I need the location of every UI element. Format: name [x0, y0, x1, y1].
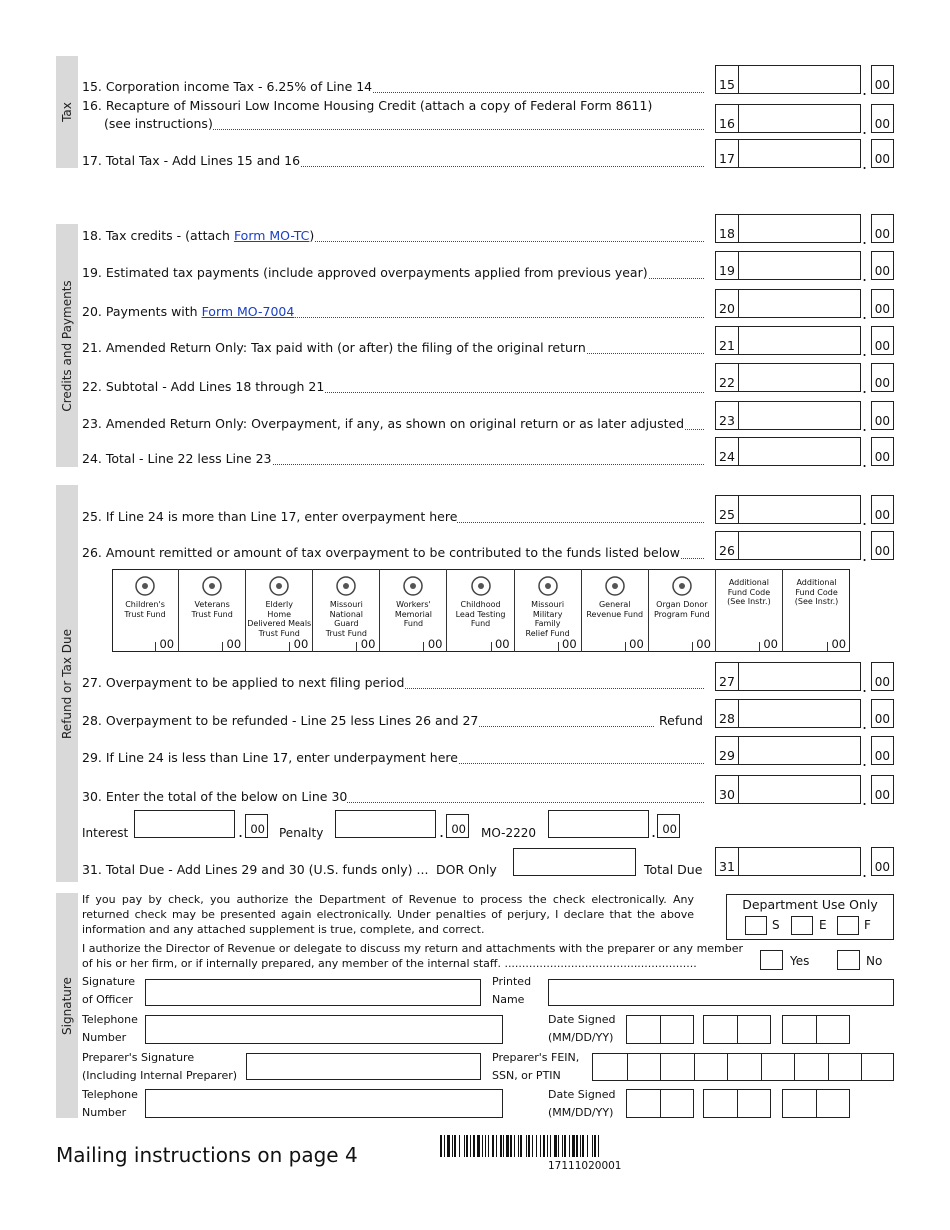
- section-label: Tax: [60, 102, 74, 122]
- fund-cents: 00: [629, 637, 644, 651]
- line-23-cents[interactable]: 00: [871, 401, 894, 430]
- dept-e-label: E: [819, 918, 827, 932]
- line-26-label: 26. Amount remitted or amount of tax overpayment to be contributed to the funds listed below: [82, 545, 681, 560]
- preparer-date-day[interactable]: [703, 1089, 771, 1118]
- section-label: Signature: [60, 976, 74, 1035]
- date-signed-day[interactable]: [703, 1015, 771, 1044]
- soldier-icon: [332, 573, 360, 601]
- fund-cell[interactable]: [246, 569, 313, 652]
- preparer-date-label: Date Signed (MM/DD/YY): [548, 1088, 616, 1119]
- line-21-input[interactable]: 21: [715, 326, 861, 355]
- authorization-statement: I authorize the Director of Revenue or delegate to discuss my return and attachments with the preparer or any member of his or her firm, or if internally prepared, any member of the internal staff. .......................................................: [82, 942, 744, 970]
- section-band-tax: [56, 56, 78, 168]
- dept-f-label: F: [864, 918, 871, 932]
- printed-name-label: Printed Name: [492, 975, 532, 1006]
- no-lead-icon: [467, 573, 495, 601]
- fund-label: Workers' Memorial Fund: [394, 600, 433, 628]
- fund-cell[interactable]: [313, 569, 380, 652]
- fund-cents: 00: [763, 637, 778, 651]
- line-18-input[interactable]: 18: [715, 214, 861, 243]
- fund-cents: 00: [427, 637, 443, 651]
- penalty-cents[interactable]: 00: [446, 814, 469, 838]
- line-16-label-cont: (see instructions): [104, 116, 213, 131]
- donate-life-icon: [668, 573, 696, 601]
- fund-cell[interactable]: [448, 569, 515, 652]
- line-17-cents[interactable]: 00: [871, 139, 894, 168]
- fund-label: Children's Trust Fund: [124, 600, 166, 619]
- preparer-fein-field[interactable]: [592, 1053, 894, 1081]
- mo2220-input[interactable]: [548, 810, 649, 838]
- form-mo-7004-link[interactable]: Form MO-7004: [201, 304, 295, 319]
- line-23-label: 23. Amended Return Only: Overpayment, if any, as shown on original return or as later adjusted: [82, 416, 685, 431]
- yes-label: Yes: [790, 954, 810, 968]
- line-22-cents[interactable]: 00: [871, 363, 894, 392]
- penalty-input[interactable]: [335, 810, 436, 838]
- form-mo-tc-link[interactable]: Form MO-TC: [233, 228, 310, 243]
- fund-cell[interactable]: [380, 569, 447, 652]
- fund-label: Additional Fund Code (See Instr.): [727, 578, 771, 606]
- section-band-refund: [56, 485, 78, 882]
- line-16-label: 16. Recapture of Missouri Low Income Housing Credit (attach a copy of Federal Form 8611): [82, 98, 653, 113]
- line-19-label: 19. Estimated tax payments (include approved overpayments applied from previous year): [82, 265, 648, 280]
- line-28-input[interactable]: 28: [715, 699, 861, 728]
- line-20-label: 20. Payments with Form MO-7004: [82, 304, 295, 319]
- date-signed-label: Date Signed (MM/DD/YY): [548, 1013, 616, 1044]
- fund-label: Elderly Home Delivered Meals Trust Fund: [247, 600, 312, 638]
- line-17-label: 17. Total Tax - Add Lines 15 and 16: [82, 153, 301, 168]
- line-15-label: 15. Corporation income Tax - 6.25% of Line 14: [82, 79, 373, 94]
- dept-s-label: S: [772, 918, 780, 932]
- fund-cell[interactable]: [649, 569, 716, 652]
- line-29-input[interactable]: 29: [715, 736, 861, 765]
- line-20-cents[interactable]: 00: [871, 289, 894, 318]
- telephone-label: Telephone Number: [82, 1013, 138, 1044]
- telephone-field[interactable]: [145, 1015, 503, 1044]
- fund-cents: 00: [360, 637, 376, 651]
- signature-officer-field[interactable]: [145, 979, 481, 1006]
- line-30-label: 30. Enter the total of the below on Line 30: [82, 789, 348, 804]
- penalty-label: Penalty: [279, 826, 324, 840]
- fund-cell[interactable]: [716, 569, 783, 652]
- fund-label: Missouri Military Family Relief Fund: [525, 600, 570, 638]
- signature-officer-label: Signature of Officer: [82, 975, 136, 1006]
- line-28-cents[interactable]: 00: [871, 699, 894, 728]
- line-25-label: 25. If Line 24 is more than Line 17, enter overpayment here: [82, 509, 458, 524]
- preparer-date-month[interactable]: [626, 1089, 694, 1118]
- department-use-box: [726, 894, 894, 940]
- fund-label: Additional Fund Code (See Instr.): [794, 578, 839, 606]
- dor-only-label: DOR Only: [436, 862, 497, 877]
- date-signed-year[interactable]: [782, 1015, 850, 1044]
- line-17-input[interactable]: 17: [715, 139, 861, 168]
- line-19-input[interactable]: 19: [715, 251, 861, 280]
- fund-label: General Revenue Fund: [586, 600, 644, 619]
- preparer-fein-label: Preparer's FEIN, SSN, or PTIN: [492, 1051, 580, 1082]
- section-label: Refund or Tax Due: [60, 628, 74, 739]
- barcode-number: 17111020001: [548, 1160, 622, 1172]
- fund-cell[interactable]: [515, 569, 582, 652]
- printed-name-field[interactable]: [548, 979, 894, 1006]
- line-25-cents[interactable]: 00: [871, 495, 894, 524]
- dog-tags-icon: [534, 573, 562, 601]
- fund-cell[interactable]: [582, 569, 649, 652]
- fund-cell[interactable]: [783, 569, 850, 652]
- section-band-credits: [56, 224, 78, 467]
- preparer-telephone-label: Telephone Number: [82, 1088, 138, 1119]
- dept-f-box: [837, 916, 859, 935]
- barcode: [440, 1135, 728, 1157]
- line-24-label: 24. Total - Line 22 less Line 23: [82, 451, 272, 466]
- preparer-telephone-field[interactable]: [145, 1089, 503, 1118]
- refund-label: Refund: [659, 713, 703, 728]
- line-18-cents[interactable]: 00: [871, 214, 894, 243]
- interest-input[interactable]: [134, 810, 235, 838]
- fund-label: Missouri National Guard Trust Fund: [325, 600, 367, 638]
- fund-cents: 00: [831, 637, 847, 651]
- line-31-label: 31. Total Due - Add Lines 29 and 30 (U.S. funds only) ...: [82, 862, 429, 877]
- fund-label: Veterans Trust Fund: [191, 600, 233, 619]
- workers-icon: [399, 573, 427, 601]
- line-26-cents[interactable]: 00: [871, 531, 894, 560]
- fund-cents: 00: [562, 637, 577, 651]
- line-27-label: 27. Overpayment to be applied to next filing period: [82, 675, 405, 690]
- line-20-input[interactable]: 20: [715, 289, 861, 318]
- line-22-label: 22. Subtotal - Add Lines 18 through 21: [82, 379, 325, 394]
- interest-cents[interactable]: 00: [245, 814, 268, 838]
- handprints-icon: [131, 573, 159, 601]
- yes-checkbox[interactable]: [760, 950, 783, 970]
- line-16-input[interactable]: 16: [715, 104, 861, 133]
- mo2220-cents[interactable]: 00: [657, 814, 680, 838]
- line-26-input[interactable]: 26: [715, 531, 861, 560]
- line-23-input[interactable]: 23: [715, 401, 861, 430]
- fund-label: Childhood Lead Testing Fund: [455, 600, 506, 628]
- interest-label: Interest: [82, 826, 129, 840]
- line-24-input[interactable]: 24: [715, 437, 861, 466]
- line-30-cents[interactable]: 00: [871, 775, 894, 804]
- missouri-map-icon: [601, 573, 629, 601]
- fund-cents: 00: [494, 637, 510, 651]
- eagle-icon: [198, 573, 226, 601]
- fund-cell[interactable]: [179, 569, 246, 652]
- section-band-signature: [56, 893, 78, 1118]
- section-label: Credits and Payments: [60, 279, 74, 412]
- fund-cell[interactable]: [112, 569, 179, 652]
- preparer-signature-field[interactable]: [246, 1053, 481, 1080]
- line-21-cents[interactable]: 00: [871, 326, 894, 355]
- dept-s-box: [745, 916, 767, 935]
- mo2220-label: MO-2220: [481, 826, 537, 840]
- fund-cents: 00: [159, 637, 175, 651]
- line-15-input[interactable]: 15: [715, 65, 861, 94]
- fund-cents: 00: [696, 637, 711, 651]
- line-21-label: 21. Amended Return Only: Tax paid with (or after) the filing of the original return: [82, 340, 586, 355]
- date-signed-month[interactable]: [626, 1015, 694, 1044]
- fund-label: Organ Donor Program Fund: [654, 600, 710, 619]
- line-28-label: 28. Overpayment to be refunded - Line 25 less Lines 26 and 27: [82, 713, 479, 728]
- line-27-input[interactable]: 27: [715, 662, 861, 691]
- line-24-cents[interactable]: 00: [871, 437, 894, 466]
- line-16-cents[interactable]: 00: [871, 104, 894, 133]
- line-19-cents[interactable]: 00: [871, 251, 894, 280]
- fund-cents: 00: [226, 637, 242, 651]
- total-due-label: Total Due: [644, 862, 703, 877]
- perjury-statement: If you pay by check, you authorize the Department of Revenue to process the check electronically. Any returned check may be presented again electronically. Under penalties of perjury, I declare that the above information and any attached supplement is true, complete, and correct.: [82, 893, 694, 936]
- meal-icon: [265, 573, 293, 601]
- line-18-label: 18. Tax credits - (attach Form MO-TC): [82, 228, 315, 243]
- no-label: No: [866, 954, 883, 968]
- line-29-cents[interactable]: 00: [871, 736, 894, 765]
- line-22-input[interactable]: 22: [715, 363, 861, 392]
- dept-e-box: [791, 916, 813, 935]
- line-31-input[interactable]: 31: [715, 847, 861, 876]
- line-27-cents[interactable]: 00: [871, 662, 894, 691]
- dor-only-box: [513, 848, 636, 876]
- line-31-cents[interactable]: 00: [871, 847, 894, 876]
- no-checkbox[interactable]: [837, 950, 860, 970]
- line-15-cents[interactable]: 00: [871, 65, 894, 94]
- mailing-instructions: Mailing instructions on page 4: [56, 1143, 358, 1167]
- fund-cents: 00: [293, 637, 309, 651]
- department-use-title: Department Use Only: [742, 897, 878, 912]
- line-25-input[interactable]: 25: [715, 495, 861, 524]
- preparer-signature-label: Preparer's Signature (Including Internal Preparer): [82, 1051, 238, 1082]
- preparer-date-year[interactable]: [782, 1089, 850, 1118]
- line-30-input[interactable]: 30: [715, 775, 861, 804]
- line-29-label: 29. If Line 24 is less than Line 17, enter underpayment here: [82, 750, 458, 765]
